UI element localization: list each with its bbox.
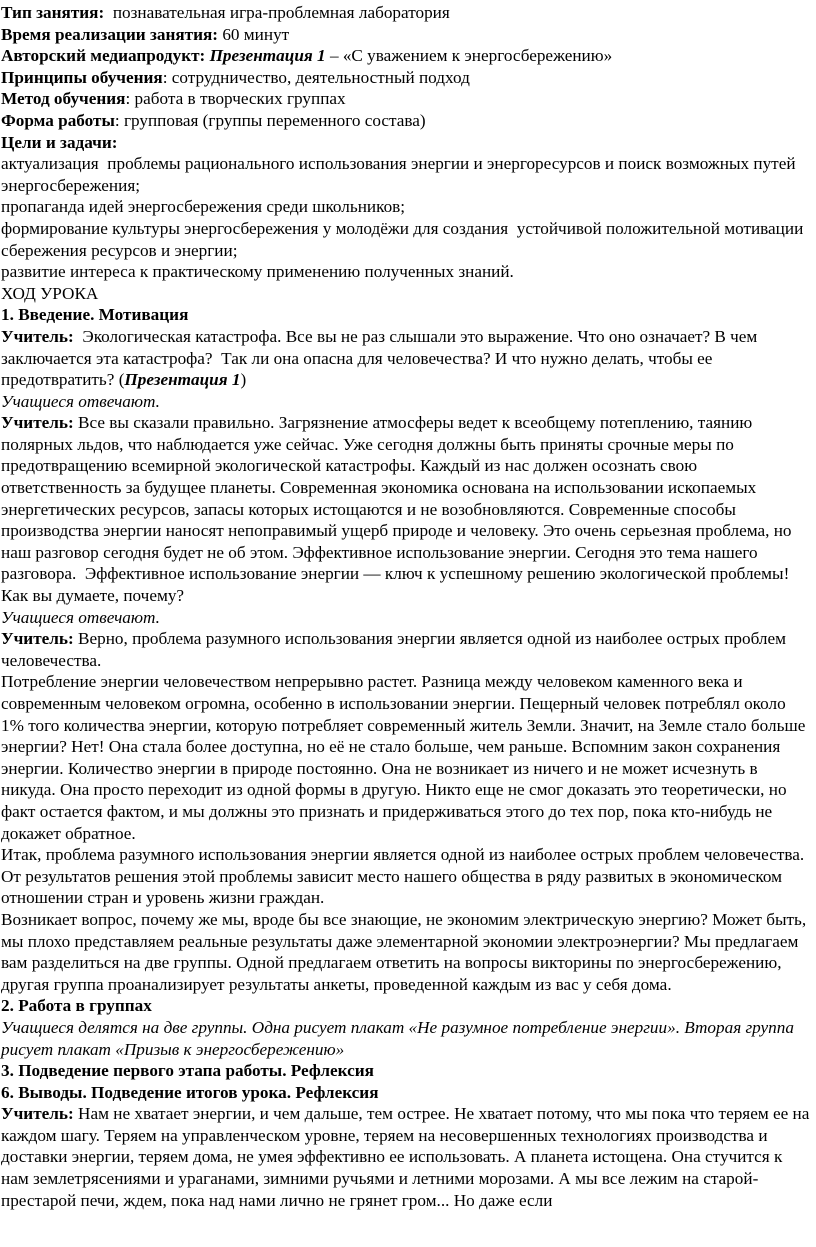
media-product-label: Авторский медиапродукт:: [1, 46, 206, 66]
presentation-reference: Презентация 1: [124, 370, 241, 390]
media-product: [1, 45, 812, 67]
goal-item: формирование культуры энергосбережения у молодёжи для создания устойчивой положительной мотивации сбережения ресурсов и энергии;: [1, 218, 808, 260]
lesson-type: [1, 2, 812, 24]
lesson-type-value: познавательная игра-проблемная лаборатория: [104, 3, 450, 22]
teacher-text: Нам не хватает энергии, и чем дальше, тем острее. Не хватает потому, что мы пока что теряем ее на каждом шагу. Теряем на управленческом уровне, теряем на несовершенных технологиях производства и доставки энергии, теряем дома, не умея эффективно ее использовать. А планета истощена. Она стучится к нам землетрясениями и ураганами, зимними ручьями и летними морозами. А мы все лежим на старой-престарой печи, ждем, пока над нами лично не грянет гром... Но даже если: [1, 1104, 810, 1210]
work-form: [1, 110, 812, 132]
teacher-speech: [1, 412, 812, 606]
teaching-method-label: Метод обучения: [1, 89, 126, 109]
section-heading-first-stage: 3. Подведение первого этапа работы. Рефлексия: [1, 1061, 374, 1081]
teacher-speech: [1, 326, 812, 391]
work-form-label: Форма работы: [1, 110, 115, 130]
teacher-label: Учитель:: [1, 413, 74, 433]
section-heading-intro: 1. Введение. Мотивация: [1, 305, 189, 325]
goal-item: развитие интереса к практическому применению полученных знаний.: [1, 262, 514, 282]
teacher-speech: [1, 1103, 812, 1211]
students-answer: Учащиеся отвечают.: [1, 391, 160, 411]
media-product-value: – «С уважением к энергосбережению»: [325, 46, 613, 66]
section-heading-group-work: 2. Работа в группах: [1, 996, 152, 1016]
teacher-text: Верно, проблема разумного использования энергии является одной из наиболее острых проблем человечества.: [1, 629, 786, 670]
lesson-time-label: Время реализации занятия:: [1, 24, 219, 44]
work-form-value: : групповая (группы переменного состава): [114, 110, 426, 130]
section-heading-conclusions: 6. Выводы. Подведение итогов урока. Рефлексия: [1, 1082, 379, 1102]
body-paragraph: Итак, проблема разумного использования энергии является одной из наиболее острых проблем человечества. От результатов решения этой проблемы зависит место нашего общества в ряду развитых в экономическом отношении стран и уровень жизни граждан.: [1, 845, 805, 908]
teaching-method-value: : работа в творческих группах: [125, 89, 346, 109]
teacher-label: Учитель:: [1, 629, 74, 649]
goal-item: пропаганда идей энергосбережения среди школьников;: [1, 197, 406, 217]
teacher-speech: [1, 628, 812, 671]
teaching-principles: [1, 67, 812, 89]
teacher-label: Учитель:: [1, 326, 74, 346]
teacher-text-close: ): [240, 370, 247, 390]
body-paragraph: Возникает вопрос, почему же мы, вроде бы все знающие, не экономим электрическую энергию? Может быть, мы плохо представляем реальные результаты даже элементарной экономии электроэнергии? Мы предлагаем вам разделиться на две группы. Одной предлагаем ответить на вопросы викторины по энергосбережению, другая группа проанализирует результаты анкеты, проведенной каждым из вас у себя дома.: [1, 909, 807, 994]
teaching-principles-label: Принципы обучения: [1, 67, 163, 87]
lesson-time-value: 60 минут: [218, 24, 290, 44]
teacher-label: Учитель:: [1, 1104, 74, 1124]
teaching-method: [1, 88, 812, 110]
goals-heading: Цели и задачи:: [1, 132, 118, 152]
teacher-text: Экологическая катастрофа. Все вы не раз слышали это выражение. Что оно означает? В чем заключается эта катастрофа? Так ли она опасна для человечества? И что нужно делать, чтобы ее предотвратить? (: [1, 326, 762, 390]
teaching-principles-value: : сотрудничество, деятельностный подход: [162, 67, 470, 87]
group-work-description: Учащиеся делятся на две группы. Одна рисует плакат «Не разумное потребление энергии». Вторая группа рисует плакат «Призыв к энергосбережению»: [1, 1017, 794, 1059]
lesson-type-label: Тип занятия:: [1, 3, 105, 22]
body-paragraph: Потребление энергии человечеством непрерывно растет. Разница между человеком каменного века и современным человеком огромна, особенно в использовании энергии. Пещерный человек потреблял около 1% того количества энергии, которую потребляет современный житель Земли. Значит, на Земле стало больше энергии? Нет! Она стала более доступна, но её не стало больше, чем раньше. Вспомним закон сохранения энергии. Количество энергии в природе постоянно. Она не возникает из ничего и не может исчезнуть в никуда. Она просто переходит из одной формы в другую. Никто еще не смог доказать это теоретически, но факт остается фактом, и мы должны это признать и придерживаться этого до тех пор, пока кто-нибудь не докажет обратное.: [1, 672, 806, 843]
lesson-time: [1, 24, 812, 46]
teacher-text: Все вы сказали правильно. Загрязнение атмосферы ведет к всеобщему потеплению, таянию полярных льдов, что наблюдается уже сейчас. Уже сегодня должны быть приняты срочные меры по предотвращению всемирной экологической катастрофы. Каждый из нас должен осознать свою ответственность за будущее планеты. Современная экономика основана на использовании ископаемых энергетических ресурсов, запасы которых истощаются и не возобновляются. Современные способы производства энергии наносят непоправимый ущерб природе и человеку. Это очень серьезная проблема, но наш разговор сегодня будет не об этом. Эффективное использование энергии. Сегодня это тема нашего разговора. Эффективное использование энергии — ключ к успешному решению экологической проблемы! Как вы думаете, почему?: [1, 413, 796, 606]
goal-item: актуализация проблемы рационального использования энергии и энергоресурсов и поиск возможных путей энергосбережения;: [1, 154, 800, 195]
media-product-title: Презентация 1: [209, 46, 326, 66]
students-answer: Учащиеся отвечают.: [1, 607, 160, 627]
lesson-flow-heading: ХОД УРОКА: [1, 283, 99, 303]
